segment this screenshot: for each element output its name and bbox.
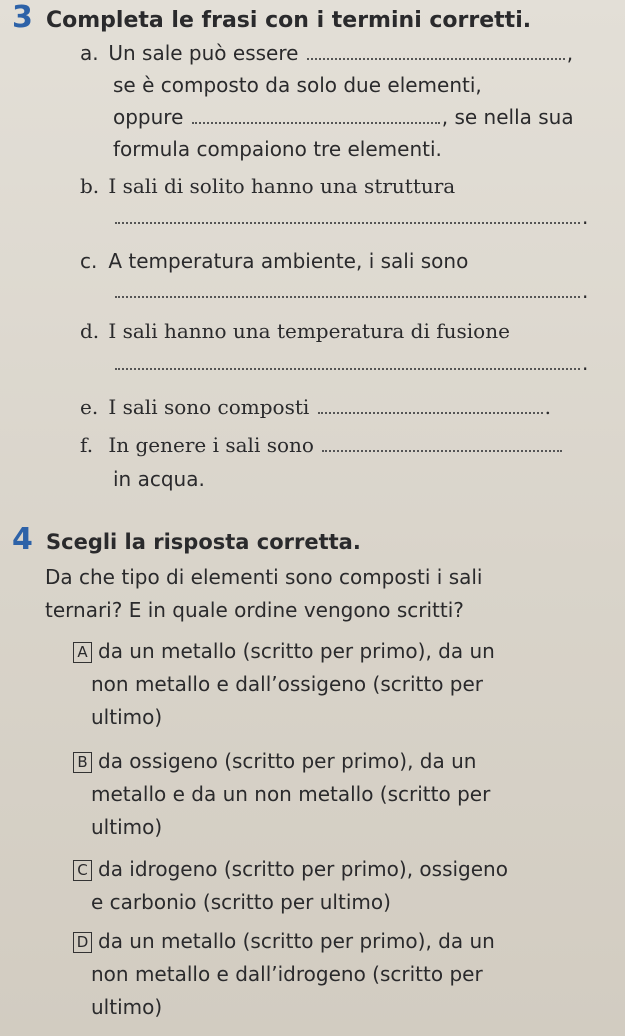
option-c-line-2: e carbonio (scritto per ultimo)	[91, 890, 391, 914]
item-a-blank-1[interactable]	[307, 40, 565, 60]
question-line-2: ternari? E in quale ordine vengono scritti?	[45, 598, 464, 622]
item-e-period: .	[544, 395, 552, 419]
item-a-line-2: se è composto da solo due elementi,	[113, 73, 482, 97]
exercise-4-number: 4	[12, 522, 33, 557]
option-d-line-2: non metallo e dall’idrogeno (scritto per	[91, 962, 483, 986]
option-c-line-1: da idrogeno (scritto per primo), ossigeno	[98, 857, 508, 881]
item-d-line-2	[113, 350, 588, 376]
item-b-line-1	[80, 173, 455, 199]
item-e-line-1	[80, 394, 551, 420]
item-f-text-1: In genere i sali sono	[108, 433, 314, 457]
item-c-period: .	[582, 279, 589, 303]
exercise-3-number: 3	[12, 0, 33, 35]
item-a-line-4: formula compaiono tre elementi.	[113, 137, 442, 161]
exercise-4-title: Scegli la risposta corretta.	[46, 530, 361, 554]
item-c-label: c.	[80, 249, 98, 273]
item-b-blank[interactable]	[115, 204, 580, 224]
option-d-line-1: da un metallo (scritto per primo), da un	[98, 929, 495, 953]
option-b-line-2: metallo e da un non metallo (scritto per	[91, 782, 491, 806]
item-e-text-1: I sali sono composti	[108, 395, 310, 419]
option-a-line-3: ultimo)	[91, 705, 163, 729]
option-a-line-1: da un metallo (scritto per primo), da un	[98, 639, 495, 663]
exercise-4-heading	[12, 522, 361, 557]
item-a-line-3	[113, 104, 574, 130]
item-a-text-3: oppure	[113, 105, 184, 129]
item-f-line-2: in acqua.	[113, 467, 205, 491]
item-e-blank[interactable]	[318, 394, 543, 414]
option-a-checkbox[interactable]: A	[73, 642, 92, 663]
item-a-text-4: , se nella sua	[441, 105, 574, 129]
item-d-label: d.	[80, 319, 100, 343]
option-c-checkbox[interactable]: C	[73, 860, 92, 881]
item-a-text-1: Un sale può essere	[108, 41, 299, 65]
option-b-line-1: da ossigeno (scritto per primo), da un	[98, 749, 477, 773]
item-d-period: .	[582, 351, 589, 375]
item-b-text-1: I sali di solito hanno una struttura	[108, 174, 456, 198]
item-f-line-1	[80, 432, 564, 458]
item-d-blank[interactable]	[115, 350, 580, 370]
item-a-comma: ,	[566, 41, 574, 65]
item-a-line-1	[80, 40, 573, 66]
item-b-label: b.	[80, 174, 100, 198]
item-f-blank[interactable]	[322, 432, 562, 452]
question-line-1: Da che tipo di elementi sono composti i sali	[45, 565, 483, 589]
item-c-text-1: A temperatura ambiente, i sali sono	[108, 249, 469, 273]
item-e-label: e.	[80, 395, 99, 419]
item-b-period: .	[582, 205, 589, 229]
item-a-blank-2[interactable]	[192, 104, 440, 124]
option-d-checkbox[interactable]: D	[73, 932, 92, 953]
item-f-label: f.	[80, 433, 94, 457]
exercise-3-title: Completa le frasi con i termini corretti.	[46, 8, 532, 33]
exercise-3-heading	[12, 0, 531, 35]
option-a-line-2: non metallo e dall’ossigeno (scritto per	[91, 672, 484, 696]
item-d-line-1	[80, 318, 510, 344]
option-b-line-3: ultimo)	[91, 815, 163, 839]
item-a-label: a.	[80, 41, 99, 65]
option-d-line-3: ultimo)	[91, 995, 163, 1019]
item-c-line-1	[80, 248, 468, 274]
item-b-line-2	[113, 204, 588, 230]
item-c-blank[interactable]	[115, 278, 580, 298]
option-b-checkbox[interactable]: B	[73, 752, 92, 773]
item-d-text-1: I sali hanno una temperatura di fusione	[108, 319, 510, 343]
item-c-line-2	[113, 278, 588, 304]
